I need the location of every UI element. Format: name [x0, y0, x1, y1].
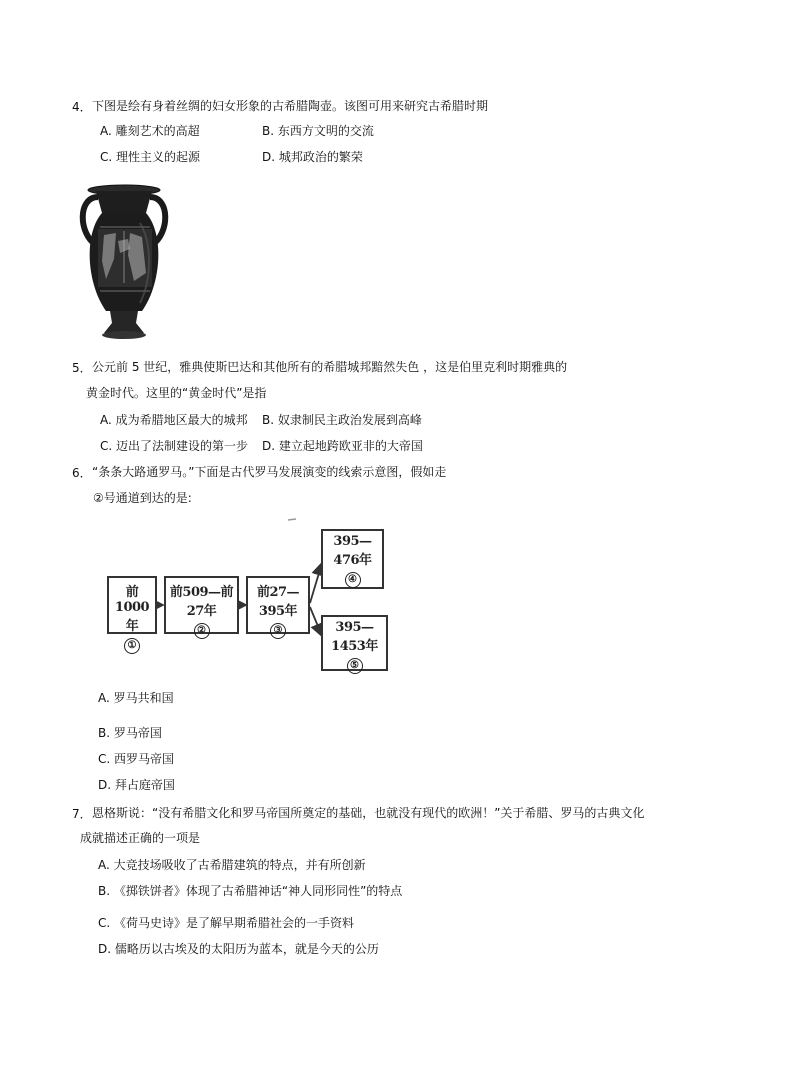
q5-option-d: D. 建立起地跨欧亚非的大帝国 — [262, 439, 423, 453]
q6-option-a: A. 罗马共和国 — [98, 691, 174, 705]
q7-number: 7． — [72, 807, 92, 821]
timeline-box-1 — [107, 576, 157, 651]
box2-mark: ② — [194, 623, 210, 639]
box5-mark: ⑤ — [347, 658, 363, 674]
box2-period: 前509—前27年 — [169, 585, 234, 619]
q5-option-a: A. 成为希腊地区最大的城邦 — [100, 413, 248, 427]
q4-stem: 下图是绘有身着丝绸的妇女形象的古希腊陶壶。该图可用来研究古希腊时期 — [92, 99, 489, 113]
q7-option-d: D. 儒略历以古埃及的太阳历为蓝本，就是今天的公历 — [98, 942, 379, 956]
box3-mark: ③ — [270, 623, 286, 639]
q5-number: 5． — [72, 361, 92, 375]
q6-option-b: B. 罗马帝国 — [98, 726, 162, 740]
q7-option-c: C. 《荷马史诗》是了解早期希腊社会的一手资料 — [98, 916, 355, 930]
q6-stem-line1: “条条大路通罗马。”下面是古代罗马发展演变的线索示意图，假如走 — [92, 465, 447, 479]
q5-stem-line1: 公元前 5 世纪，雅典使斯巴达和其他所有的希腊城邦黯然失色 ，这是伯里克利时期雅典的 — [92, 360, 568, 374]
q4-option-c: C. 理性主义的起源 — [100, 150, 201, 164]
timeline-box-3 — [246, 576, 310, 634]
timeline-box-5 — [321, 615, 388, 671]
box1-mark: ① — [124, 638, 140, 654]
box3-period: 前27—395年 — [256, 585, 300, 619]
q5-option-c: C. 迈出了法制建设的第一步 — [100, 439, 249, 453]
q6-option-c: C. 西罗马帝国 — [98, 752, 175, 766]
q4-number: 4． — [72, 100, 92, 114]
q7-stem-line2: 成就描述正确的一项是 — [80, 831, 201, 845]
q7-option-a: A. 大竞技场吸收了古希腊建筑的特点，并有所创新 — [98, 858, 366, 872]
q4-option-b: B. 东西方文明的交流 — [262, 124, 374, 138]
q6-stem-line2: ②号通道到达的是: — [93, 491, 192, 505]
box4-mark: ④ — [345, 572, 361, 588]
timeline-box-2 — [164, 576, 239, 634]
box1-period: 前1000年 — [114, 585, 150, 634]
q7-stem-line1: 恩格斯说：“没有希腊文化和罗马帝国所奠定的基础，也就没有现代的欧洲！”关于希腊、罗马的古典文化 — [92, 806, 645, 820]
q6-option-d: D. 拜占庭帝国 — [98, 778, 175, 792]
q4-option-d: D. 城邦政治的繁荣 — [262, 150, 363, 164]
box5-period: 395—1453年 — [331, 620, 378, 654]
q4-option-a: A. 雕刻艺术的高超 — [100, 124, 200, 138]
q6-number: 6． — [72, 466, 92, 480]
q5-stem-line2: 黄金时代。这里的“黄金时代”是指 — [86, 386, 267, 400]
timeline-box-4 — [321, 529, 384, 589]
q7-option-b: B. 《掷铁饼者》体现了古希腊神话“神人同形同性”的特点 — [98, 884, 403, 898]
box4-period: 395—476年 — [333, 534, 372, 568]
q5-option-b: B. 奴隶制民主政治发展到高峰 — [262, 413, 422, 427]
